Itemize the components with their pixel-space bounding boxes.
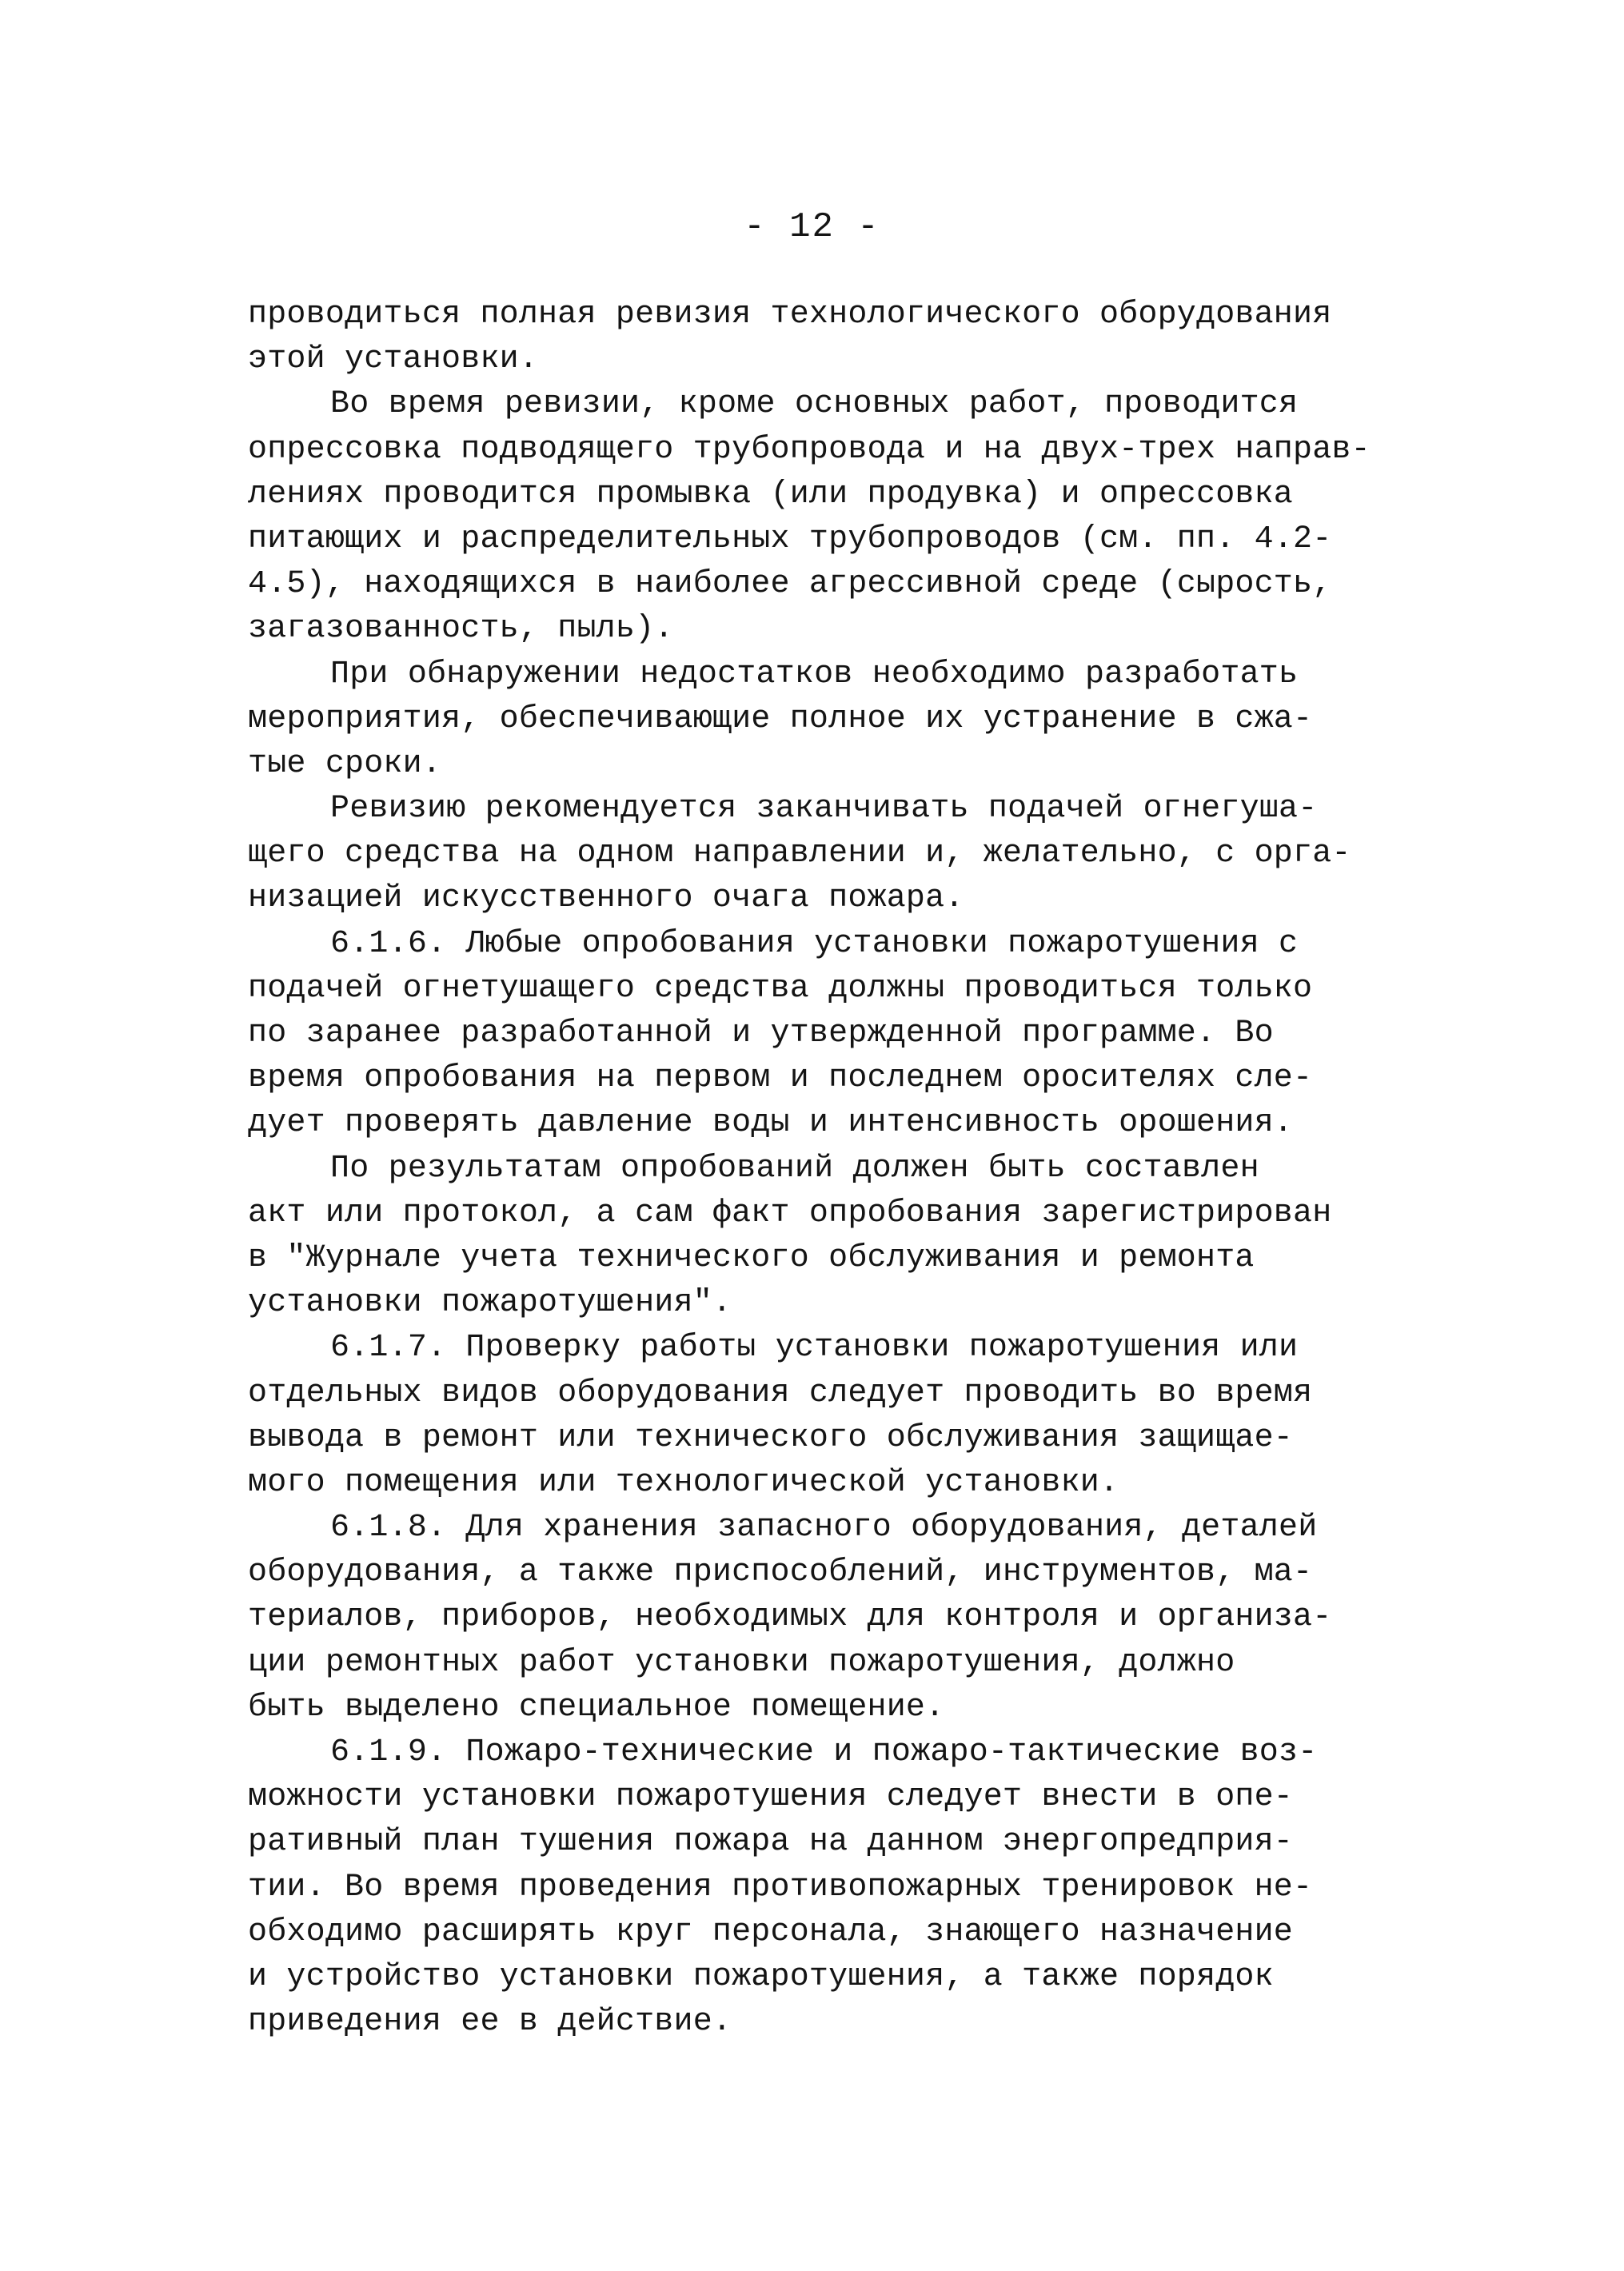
text-line: низацией искусственного очага пожара. xyxy=(248,880,964,917)
text-line: 4.5), находящихся в наиболее агрессивной среде (сырость, xyxy=(248,566,1332,603)
text-line: питающих и распределительных трубопроводов (см. пп. 4.2- xyxy=(248,521,1332,557)
text-line: При обнаружении недостатков необходимо разработать xyxy=(330,656,1299,692)
text-line: приведения ее в действие. xyxy=(248,2004,732,2041)
text-line: мероприятия, обеспечивающие полное их устранение в сжа- xyxy=(248,700,1313,737)
text-line: этой установки. xyxy=(248,341,539,378)
text-line: Во время ревизии, кроме основных работ, проводится xyxy=(330,386,1299,423)
text-line: обходимо расширять круг персонала, знающего назначение xyxy=(248,1914,1294,1950)
text-line: вывода в ремонт или технического обслуживания защищае- xyxy=(248,1419,1294,1456)
text-line: ции ремонтных работ установки пожаротушения, должно xyxy=(248,1644,1235,1681)
text-line: ративный план тушения пожара на данном энергопредприя- xyxy=(248,1824,1294,1861)
text-line: лениях проводится промывка (или продувка) и опрессовка xyxy=(248,476,1294,513)
text-line: подачей огнетушащего средства должны проводиться только xyxy=(248,970,1313,1007)
text-line: 6.1.7. Проверку работы установки пожаротушения или xyxy=(330,1330,1299,1367)
text-line: 6.1.6. Любые опробования установки пожаротушения с xyxy=(330,925,1299,962)
text-line: оборудования, а также приспособлений, инструментов, ма- xyxy=(248,1555,1313,1591)
text-line: и устройство установки пожаротушения, а также порядок xyxy=(248,1958,1274,1995)
text-line: проводиться полная ревизия технологического оборудования xyxy=(248,297,1332,333)
text-line: опрессовка подводящего трубопровода и на двух-трех направ- xyxy=(248,431,1371,468)
text-line: щего средства на одном направлении и, желательно, с орга- xyxy=(248,836,1351,872)
text-line: загазованность, пыль). xyxy=(248,611,674,648)
text-line: По результатам опробований должен быть составлен xyxy=(330,1150,1259,1187)
text-line: в "Журнале учета технического обслуживания и ремонта xyxy=(248,1239,1255,1276)
text-line: можности установки пожаротушения следует внести в опе- xyxy=(248,1779,1294,1816)
text-line: дует проверять давление воды и интенсивность орошения. xyxy=(248,1105,1294,1142)
text-line: акт или протокол, а сам факт опробования зарегистрирован xyxy=(248,1195,1332,1231)
page-number: - 12 - xyxy=(744,207,880,247)
text-line: тии. Во время проведения противопожарных тренировок не- xyxy=(248,1869,1313,1906)
text-line: тые сроки. xyxy=(248,745,442,782)
text-line: териалов, приборов, необходимых для контроля и организа- xyxy=(248,1599,1332,1636)
body-text xyxy=(248,293,1447,2045)
text-line: быть выделено специальное помещение. xyxy=(248,1689,945,1726)
text-line: 6.1.9. Пожаро-технические и пожаро-тактические воз- xyxy=(330,1734,1318,1770)
text-line: время опробования на первом и последнем оросителях сле- xyxy=(248,1060,1313,1097)
text-line: мого помещения или технологической установки. xyxy=(248,1464,1119,1501)
text-line: по заранее разработанной и утвержденной программе. Во xyxy=(248,1016,1274,1052)
text-line: Ревизию рекомендуется заканчивать подачей огнегуша- xyxy=(330,791,1318,828)
text-line: отдельных видов оборудования следует проводить во время xyxy=(248,1375,1313,1411)
text-line: 6.1.8. Для хранения запасного оборудования, деталей xyxy=(330,1510,1318,1547)
text-line: установки пожаротушения". xyxy=(248,1285,732,1322)
